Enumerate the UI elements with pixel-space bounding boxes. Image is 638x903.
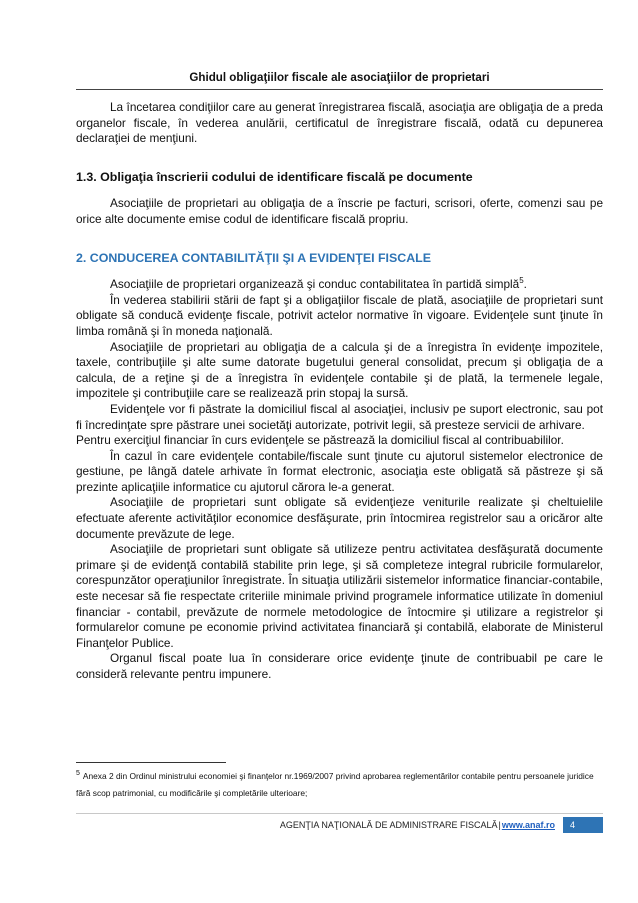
footer-divider	[76, 813, 603, 814]
footnote-divider	[76, 762, 226, 763]
section-2-paragraph-4: Evidenţele vor fi păstrate la domiciliul fiscal al asociaţiei, inclusiv pe suport electronic, sau pot fi încredinţate spre păstrare unei societăţi autorizate, potrivit legii, să presteze servicii de arhivare.	[76, 401, 603, 432]
section-2-paragraph-8: Asociaţiile de proprietari sunt obligate să utilizeze pentru activitatea desfăşurată documente primare şi de evidenţă contabilă stabilite prin lege, şi să completeze integral rubricile formularelor, corespunzător operaţiunilor înregistrate. În situaţia utilizării sistemelor informatice financiar-contabile, este necesar să fie respectate criteriile minimale privind programele informatice utilizate în domeniul financiar - contabil, prevăzute de normele metodologice de întocmire şi utilizare a registrelor şi formularelor comune pe economie privind activitatea financiară şi contabilă, elaborate de Ministerul Finanţelor Publice.	[76, 542, 603, 650]
section-2-paragraph-9: Organul fiscal poate lua în considerare orice evidenţe ţinute de contribuabil pe care le consideră relevante pentru impunere.	[76, 651, 603, 681]
footer-agency-name: AGENŢIA NAŢIONALĂ DE ADMINISTRARE FISCALĂ	[279, 820, 498, 830]
page-footer	[76, 817, 603, 833]
intro-paragraph: La încetarea condiţiilor care au generat înregistrarea fiscală, asociaţia are obligaţia de a preda organelor fiscale, în vederea anulării, certificatul de înregistrare fiscală, odată cu depunerea declaraţiei de menţiuni.	[76, 100, 603, 146]
section-1-3-heading: 1.3. Obligaţia înscrierii codului de identificare fiscală pe documente	[76, 169, 473, 184]
section-2-paragraph-1	[76, 277, 603, 293]
paragraph-end: .	[523, 277, 527, 292]
page-number-badge: 4	[563, 817, 603, 833]
page-content	[76, 100, 603, 683]
page-header-title: Ghidul obligaţiilor fiscale ale asociaţiilor de proprietari	[189, 71, 490, 84]
header-divider	[76, 89, 603, 90]
anaf-website-link[interactable]: www.anaf.ro	[501, 820, 555, 830]
section-1-3-paragraph: Asociaţiile de proprietari au obligaţia de a înscrie pe facturi, scrisori, oferte, comenzi sau pe orice alte documente emise codul de identificare fiscală propriu.	[76, 196, 603, 226]
footer-separator: |	[498, 820, 501, 830]
section-2-paragraph-2: În vederea stabilirii stării de fapt şi a obligaţiilor fiscale de plată, asociaţiile de proprietari sunt obligate să conducă evidenţe fiscale, potrivit actelor normative în vigoare. Evidenţele sunt ţinute în limba română şi în moneda naţională.	[76, 292, 603, 338]
section-2-paragraph-7: Asociaţiile de proprietari sunt obligate să evidenţieze veniturile realizate şi cheltuielile efectuate aferente activităţilor economice desfăşurate, prin întocmirea registrelor sau a oricăror alte documente prevăzute de lege.	[76, 495, 603, 541]
footnote-text: Anexa 2 din Ordinul ministrului economiei şi finanţelor nr.1969/2007 privind aprobarea reglementărilor contabile pentru persoanele juridice fără scop patrimonial, cu modificările şi completările ulterioare;	[76, 771, 594, 798]
section-2-heading: 2. CONDUCEREA CONTABILITĂŢII ŞI A EVIDENŢEI FISCALE	[76, 250, 431, 265]
footnote-reference[interactable]: 5	[519, 276, 524, 286]
section-2-paragraph-5: Pentru exerciţiul financiar în curs evidenţele se păstrează la domiciliul fiscal al contribuabililor.	[76, 433, 564, 448]
section-2-paragraph-3: Asociaţiile de proprietari au obligaţia de a calcula şi de a înregistra în evidenţe impozitele, taxele, contribuţiile şi alte sume datorate bugetului general consolidat, precum şi obligaţia de a calcula, de a reţine şi de a înregistra în evidenţele contabile şi de plată, la termenele legale, impozitele şi contribuţiile care se realizează prin stopaj la sursă.	[76, 339, 603, 401]
section-2-paragraph-6: În cazul în care evidenţele contabile/fiscale sunt ţinute cu ajutorul sistemelor electronice de gestiune, pe lângă datele arhivate în format electronic, asociaţia este obligată să păstreze şi să prezinte aplicaţiile informatice cu ajutorul cărora le-a generat.	[76, 448, 603, 494]
paragraph-text: Asociaţiile de proprietari organizează şi conduc contabilitatea în partidă simplă	[110, 277, 520, 292]
footnote	[76, 768, 603, 802]
footnote-mark: 5	[76, 770, 80, 778]
